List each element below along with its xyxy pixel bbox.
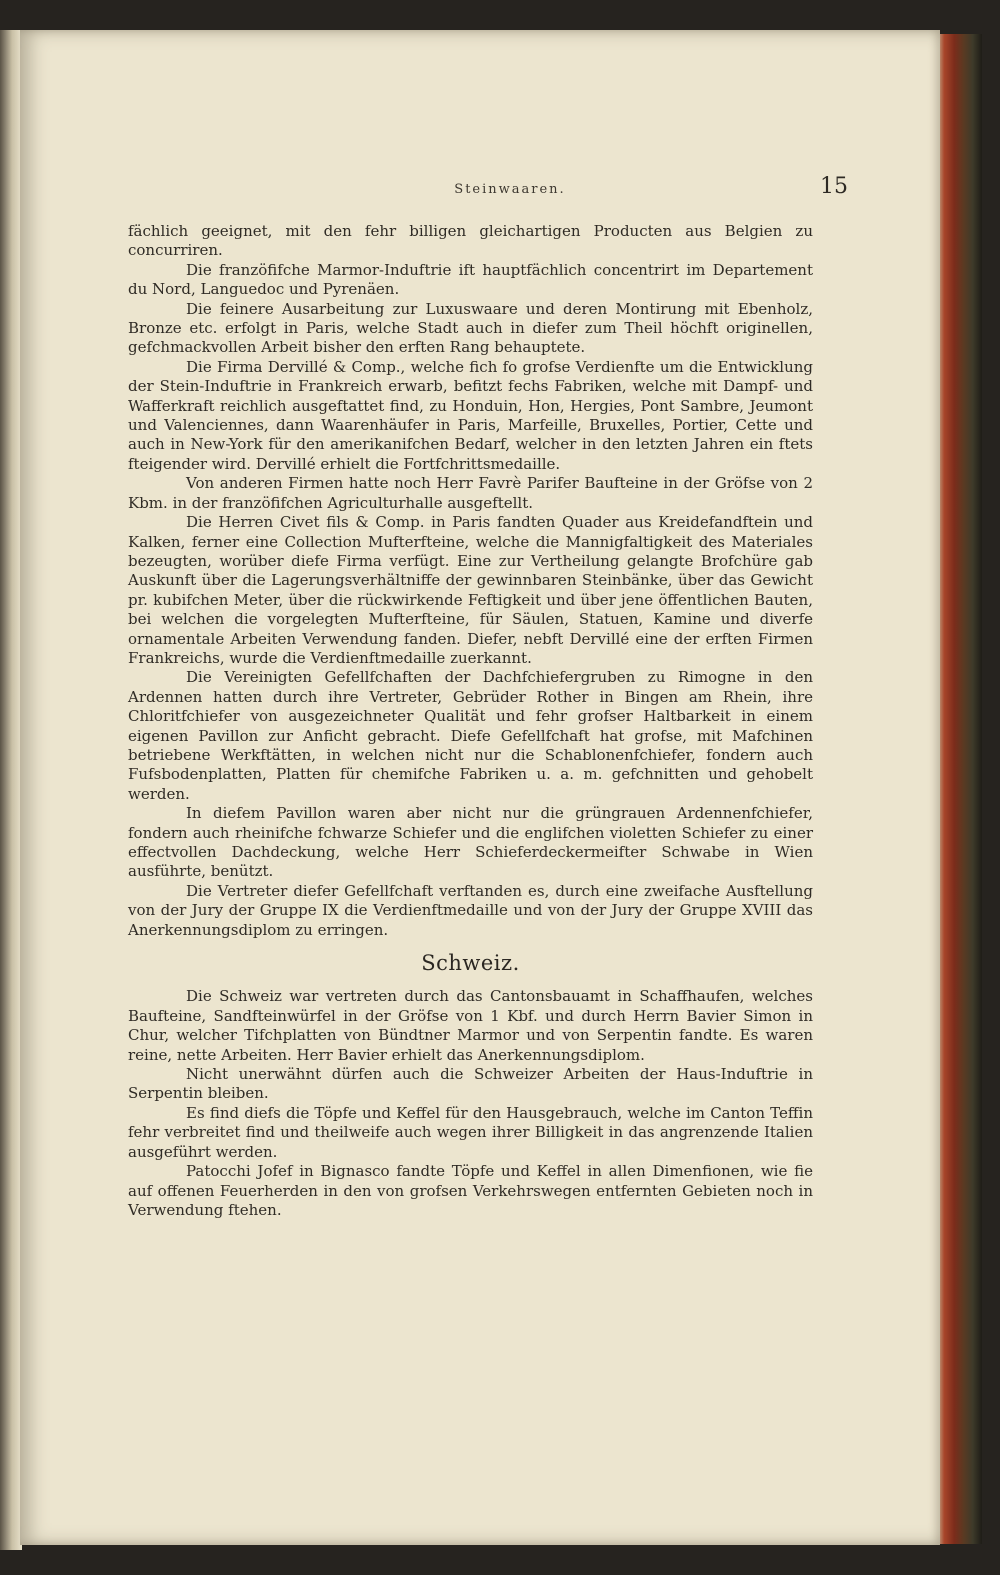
section-heading: Schweiz. [421, 951, 520, 976]
paragraph: Die Firma Dervillé & Comp., welche fich fo grofse Verdienfte um die Entwicklung der Stein-Induftrie in Frankreich erwarb, befitzt fechs Fabriken, welche mit Dampf- und Wafferkraft reichlich ausgeftattet find, zu Honduin, Hon, Hergies, Pont Sambre, Jeumont und Valenciennes, dann Waarenhäufer in Paris, Marfeille, Bruxelles, Portier, Cette und auch in New-York für den amerikanifchen Bedarf, welcher in den letzten Jahren ein ftets fteigender wird. Dervillé erhielt die Fortfchrittsmedaille. [128, 357, 813, 473]
paragraph: Patocchi Jofef in Bignasco fandte Töpfe und Keffel in allen Dimenfionen, wie fie auf offenen Feuerherden in den von grofsen Verkehrswegen entfernten Gebieten noch in Verwendung ftehen. [128, 1162, 813, 1219]
paragraph: Es find diefs die Töpfe und Keffel für den Hausgebrauch, welche im Canton Teffin fehr verbreitet find und theilweife auch wegen ihrer Billigkeit in das angrenzende Italien ausgeführt werden. [128, 1103, 813, 1161]
paragraph: Nicht unerwähnt dürfen auch die Schweizer Arbeiten der Haus-Induftrie in Serpentin bleiben. [128, 1065, 813, 1103]
book-edge-right [936, 34, 982, 1544]
paragraph: Die Schweiz war vertreten durch das Cantonsbauamt in Schaffhaufen, welches Baufteine, Sandfteinwürfel in der Gröfse von 1 Kbf. und durch Herrn Bavier Simon in Chur, welcher Tifchplatten von Bündtner Marmor und von Serpentin fandte. Es waren reine, nette Arbeiten. Herr Bavier erhielt das Anerkennungsdiplom. [128, 987, 813, 1064]
page-number: 15 [820, 174, 848, 199]
paragraph: Die feinere Ausarbeitung zur Luxuswaare und deren Montirung mit Ebenholz, Bronze etc. erfolgt in Paris, welche Stadt auch in diefer zum Theil höchft originellen, gefchmackvollen Arbeit bisher den erften Rang behauptete. [128, 299, 813, 357]
paragraph: Die Vereinigten Gefellfchaften der Dachfchiefergruben zu Rimogne in den Ardennen hatten durch ihre Vertreter, Gebrüder Rother in Bingen am Rhein, ihre Chloritfchiefer von ausgezeichneter Qualität und fehr grofser Haltbarkeit in einem eigenen Pavillon zur Anficht gebracht. Diefe Gefellfchaft hat grofse, mit Mafchinen betriebene Werkftätten, in welchen nicht nur die Schablonenfchiefer, fondern auch Fufsbodenplatten, Platten für chemifche Fabriken u. a. m. gefchnitten und gehobelt werden. [128, 668, 813, 803]
paragraph: Die franzöfifche Marmor-Induftrie ift hauptfächlich concentrirt im Departement du Nord, Languedoc und Pyrenäen. [128, 260, 813, 299]
paragraph: Die Vertreter diefer Gefellfchaft verftanden es, durch eine zweifache Ausftellung von der Jury der Gruppe IX die Verdienftmedaille und von der Jury der Gruppe XVIII das Anerkennungsdiplom zu erringen. [128, 881, 813, 939]
paragraph: In diefem Pavillon waren aber nicht nur die grüngrauen Ardennenfchiefer, fondern auch rheinifche fchwarze Schiefer und die englifchen violetten Schiefer zu einer effectvollen Dachdeckung, welche Herr Schieferdeckermeifter Schwabe in Wien ausführte, benützt. [128, 804, 813, 881]
body-text [128, 222, 813, 1220]
paragraph: fächlich geeignet, mit den fehr billigen gleichartigen Producten aus Belgien zu concurriren. [128, 222, 813, 260]
paragraph: Von anderen Firmen hatte noch Herr Favrè Parifer Baufteine in der Gröfse von 2 Kbm. in der franzöfifchen Agriculturhalle ausgeftellt. [128, 474, 813, 512]
book-spine-left [0, 30, 22, 1550]
paragraph: Die Herren Civet fils & Comp. in Paris fandten Quader aus Kreidefandftein und Kalken, ferner eine Collection Mufterfteine, welche die Mannigfaltigkeit des Materiales bezeugten, worüber diefe Firma verfügt. Eine zur Vertheilung gelangte Brofchüre gab Auskunft über die Lagerungsverhältniffe der gewinnbaren Steinbänke, über das Gewicht pr. kubifchen Meter, über die rückwirkende Feftigkeit und über jene öffentlichen Bauten, bei welchen die vorgelegten Mufterfteine, für Säulen, Statuen, Kamine und diverfe ornamentale Arbeiten Verwendung fanden. Diefer, nebft Dervillé eine der erften Firmen Frankreichs, wurde die Verdienftmedaille zuerkannt. [128, 513, 813, 667]
running-head: Steinwaaren. [454, 182, 566, 197]
